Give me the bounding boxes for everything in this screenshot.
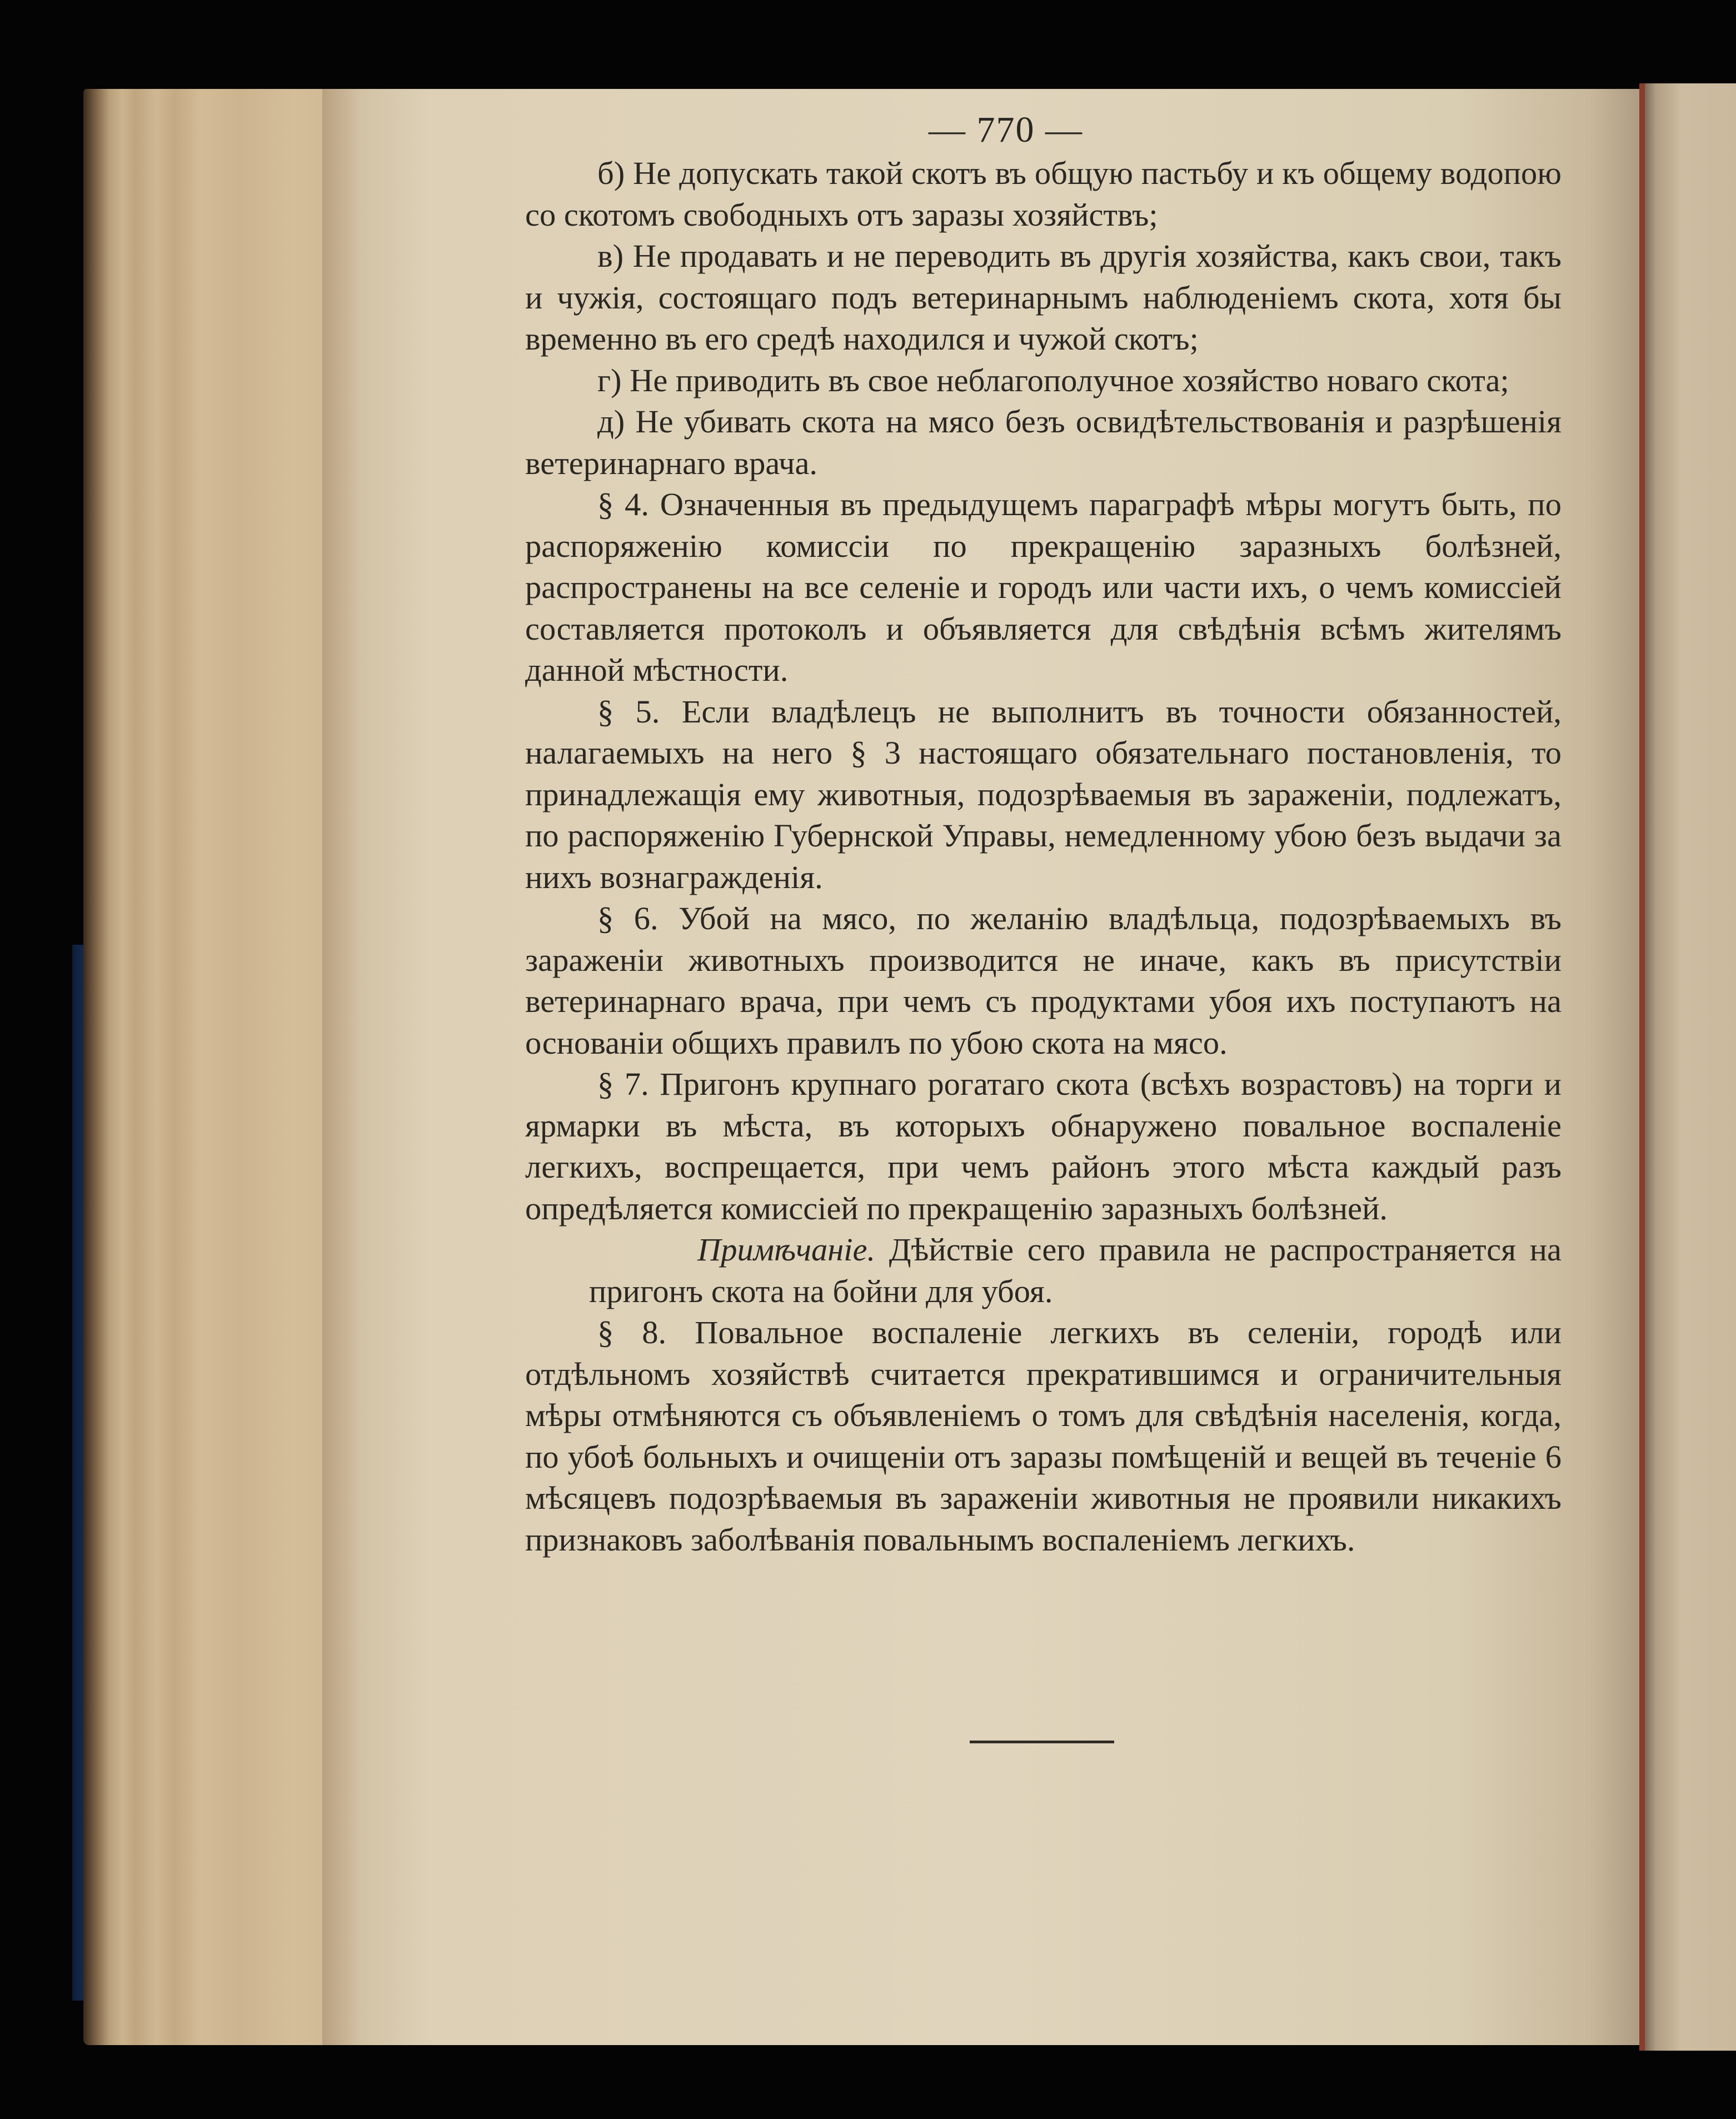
page-text <box>525 153 1562 1560</box>
paragraph-v: в) Не продавать и не переводить въ другія хозяйства, какъ свои, такъ и чужія, состоящаго подъ ветеринарнымъ наблюденіемъ скота, хотя бы временно въ его средѣ находился и чужой скотъ; <box>525 238 1562 357</box>
closing-rule <box>970 1741 1114 1743</box>
section-4: § 4. Означенныя въ предыдущемъ параграфѣ мѣры могутъ быть, по распоряженію комиссіи по прекращенію заразныхъ болѣзней, распространены на все селеніе и городъ или части ихъ, о чемъ комиссіей составляется протоколъ и объявляется для свѣдѣнія всѣмъ жителямъ данной мѣстности. <box>525 486 1562 688</box>
section-8: § 8. Повальное воспаленіе легкихъ въ селеніи, городѣ или отдѣльномъ хозяйствѣ считается прекратившимся и ограничительныя мѣры отмѣняются съ объявленіемъ о томъ для свѣдѣнія населенія, когда, по убоѣ больныхъ и очищеніи отъ заразы помѣщеній и вещей въ теченіе 6 мѣсяцевъ подозрѣваемыя въ зараженіи животныя не проявили никакихъ признаковъ заболѣванія повальнымъ воспаленіемъ легкихъ. <box>525 1314 1562 1558</box>
page-number: — 770 — <box>929 109 1083 150</box>
note-text: Дѣйствіе сего правила не распространяется на пригонъ скота на бойни для убоя. <box>589 1231 1562 1309</box>
note <box>589 1229 1562 1312</box>
facing-page-edge <box>1645 83 1736 2051</box>
note-label: Примѣчаніе. <box>697 1231 876 1268</box>
section-6: § 6. Убой на мясо, по желанію владѣльца, подозрѣваемыхъ въ зараженіи животныхъ производится не иначе, какъ въ присутствіи ветеринарнаго врача, при чемъ съ продуктами убоя ихъ поступаютъ на основаніи общихъ правилъ по убою скота на мясо. <box>525 900 1562 1061</box>
paragraph-g: г) Не приводить въ свое неблагополучное хозяйство новаго скота; <box>597 362 1509 398</box>
section-7: § 7. Пригонъ крупнаго рогатаго скота (всѣхъ возрастовъ) на торги и ярмарки въ мѣста, въ которыхъ обнаружено повальное воспаленіе легкихъ, воспрещается, при чемъ районъ этого мѣста каждый разъ опредѣляется комиссіей по прекращенію заразныхъ болѣзней. <box>525 1066 1562 1226</box>
paragraph-b: б) Не допускать такой скотъ въ общую пастьбу и къ общему водопою со скотомъ свободныхъ отъ заразы хозяйствъ; <box>525 155 1562 233</box>
paragraph-d: д) Не убивать скота на мясо безъ освидѣтельствованія и разрѣшенія ветеринарнаго врача. <box>525 403 1562 481</box>
section-5: § 5. Если владѣлецъ не выполнитъ въ точности обязанностей, налагаемыхъ на него § 3 настоящаго обязательнаго постановленія, то принадлежащія ему животныя, подозрѣваемыя въ зараженіи, подлежатъ, по распоряженію Губернской Управы, немедленному убою безъ выдачи за нихъ вознагражденія. <box>525 693 1562 895</box>
page-stack-edges <box>83 89 345 2045</box>
